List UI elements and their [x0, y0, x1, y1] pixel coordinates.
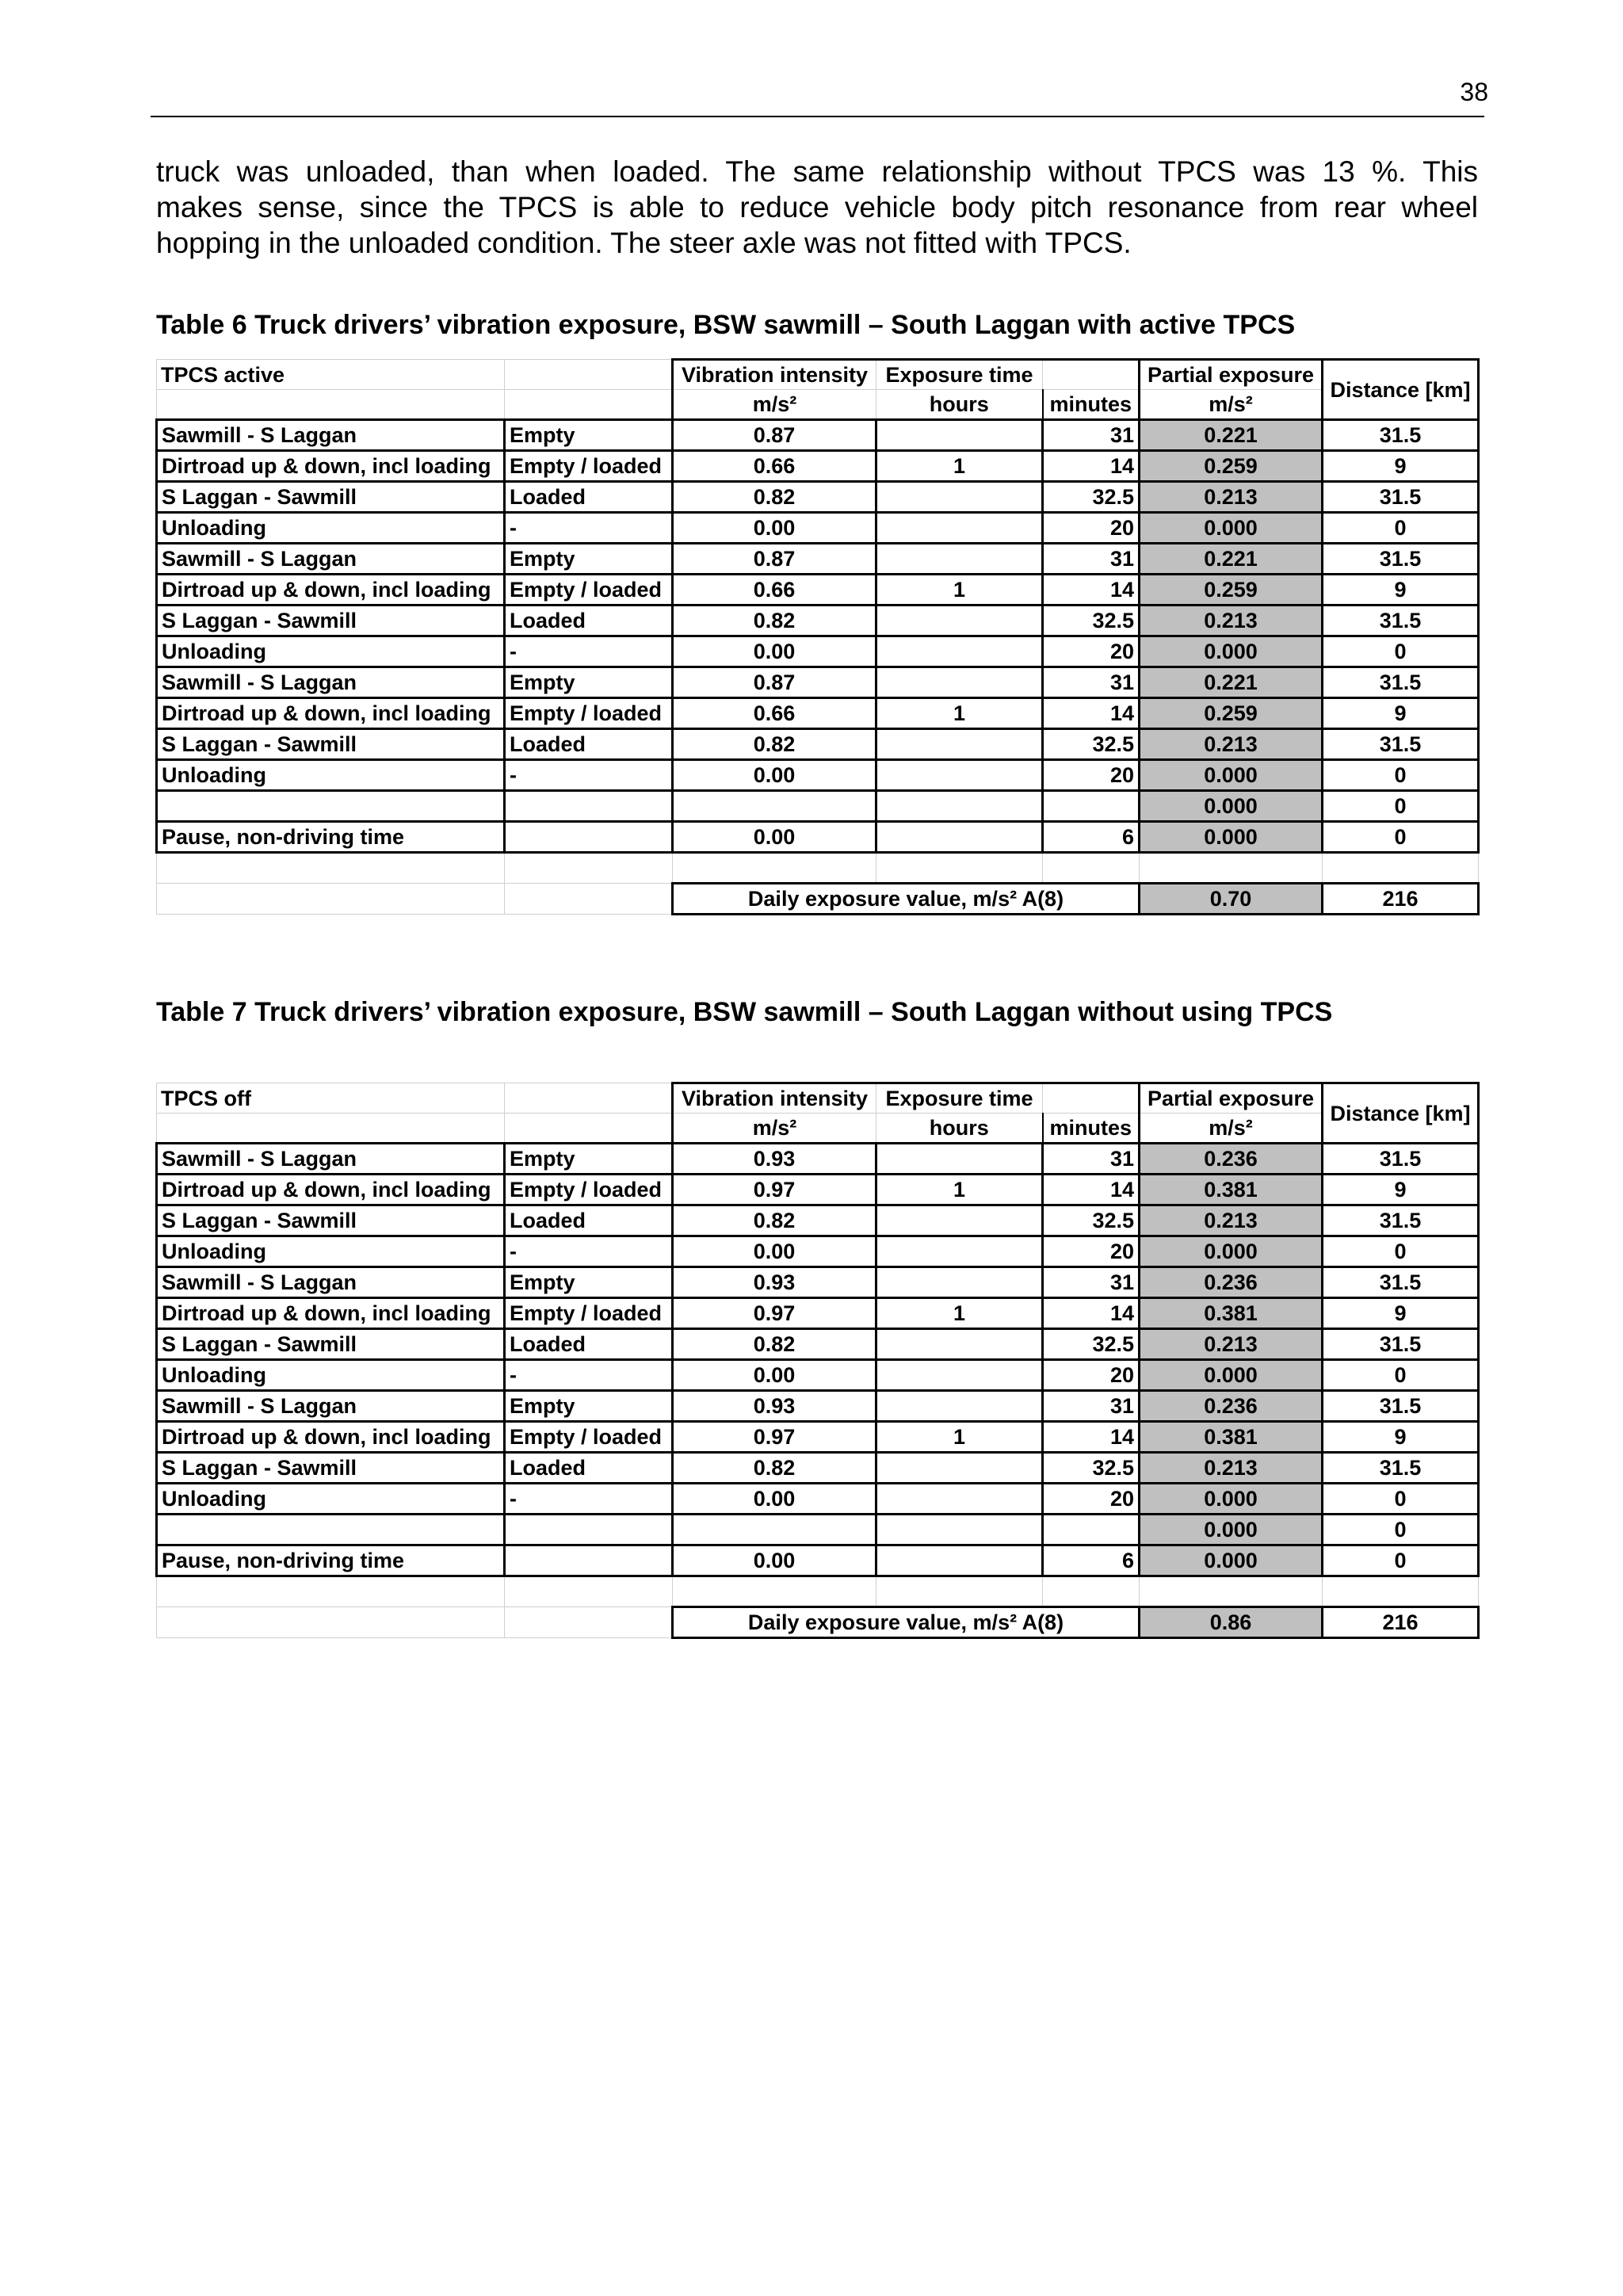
header-blank — [505, 390, 673, 420]
mode-label: TPCS active — [157, 360, 505, 390]
distance-cell: 0 — [1323, 636, 1479, 667]
route-cell: Unloading — [157, 636, 505, 667]
load-cell — [505, 1545, 673, 1576]
partial-exposure-cell: 0.221 — [1140, 667, 1323, 698]
distance-cell: 31.5 — [1323, 1205, 1479, 1236]
vibration-cell: 0.00 — [673, 1360, 876, 1391]
daily-exposure-row — [157, 1607, 1479, 1638]
minutes-cell: 20 — [1043, 513, 1140, 544]
header-blank — [1043, 1083, 1140, 1114]
hours-cell: 1 — [876, 575, 1043, 606]
distance-cell: 31.5 — [1323, 606, 1479, 636]
load-cell: - — [505, 760, 673, 791]
blank-cell — [157, 884, 505, 915]
vibration-cell: 0.00 — [673, 636, 876, 667]
vibration-cell: 0.87 — [673, 667, 876, 698]
hours-cell — [876, 513, 1043, 544]
header-blank — [157, 390, 505, 420]
load-cell: Empty — [505, 667, 673, 698]
hours-cell — [876, 1391, 1043, 1422]
daily-distance-value: 216 — [1323, 1607, 1479, 1638]
hours-cell: 1 — [876, 1422, 1043, 1453]
vibration-cell — [673, 791, 876, 822]
load-cell — [505, 1515, 673, 1545]
route-cell: Pause, non-driving time — [157, 1545, 505, 1576]
mode-label: TPCS off — [157, 1083, 505, 1114]
paragraph-line: hopping in the unloaded condition. The steer axle was not fitted with TPCS. — [156, 227, 1132, 259]
vibration-cell: 0.93 — [673, 1267, 876, 1298]
distance-cell: 0 — [1323, 1360, 1479, 1391]
hours-cell — [876, 1484, 1043, 1515]
vibration-cell: 0.97 — [673, 1298, 876, 1329]
blank-cell — [505, 1607, 673, 1638]
distance-cell: 0 — [1323, 1236, 1479, 1267]
distance-cell: 0 — [1323, 1545, 1479, 1576]
route-cell: Dirtroad up & down, incl loading — [157, 1422, 505, 1453]
hours-cell — [876, 1545, 1043, 1576]
partial-exposure-cell: 0.236 — [1140, 1391, 1323, 1422]
spacer-cell — [673, 1576, 876, 1607]
table-row — [157, 1515, 1479, 1545]
distance-cell: 31.5 — [1323, 729, 1479, 760]
distance-cell: 0 — [1323, 822, 1479, 853]
partial-exposure-cell: 0.000 — [1140, 822, 1323, 853]
minutes-cell: 31 — [1043, 1391, 1140, 1422]
partial-exposure-cell: 0.236 — [1140, 1267, 1323, 1298]
minutes-cell: 31 — [1043, 667, 1140, 698]
table-row — [157, 482, 1479, 513]
spacer-cell — [876, 853, 1043, 884]
route-cell: S Laggan - Sawmill — [157, 1453, 505, 1484]
minutes-cell: 31 — [1043, 1144, 1140, 1175]
header-unit-partial: m/s² — [1140, 390, 1323, 420]
header-units-row — [157, 1114, 1479, 1144]
route-cell: Sawmill - S Laggan — [157, 1267, 505, 1298]
table-row — [157, 451, 1479, 482]
vibration-cell: 0.93 — [673, 1391, 876, 1422]
hours-cell — [876, 667, 1043, 698]
load-cell — [505, 822, 673, 853]
route-cell: Sawmill - S Laggan — [157, 667, 505, 698]
route-cell: Sawmill - S Laggan — [157, 1144, 505, 1175]
minutes-cell: 6 — [1043, 822, 1140, 853]
hours-cell — [876, 822, 1043, 853]
load-cell: Loaded — [505, 606, 673, 636]
hours-cell — [876, 729, 1043, 760]
distance-cell: 31.5 — [1323, 1144, 1479, 1175]
daily-exposure-row — [157, 884, 1479, 915]
load-cell: Empty / loaded — [505, 1422, 673, 1453]
partial-exposure-cell: 0.236 — [1140, 1144, 1323, 1175]
minutes-cell: 14 — [1043, 451, 1140, 482]
load-cell: Empty — [505, 1391, 673, 1422]
header-unit-partial: m/s² — [1140, 1114, 1323, 1144]
minutes-cell: 31 — [1043, 1267, 1140, 1298]
partial-exposure-cell: 0.259 — [1140, 575, 1323, 606]
header-blank — [157, 1114, 505, 1144]
table-row — [157, 1484, 1479, 1515]
route-cell: Sawmill - S Laggan — [157, 420, 505, 451]
minutes-cell: 31 — [1043, 420, 1140, 451]
hours-cell: 1 — [876, 1298, 1043, 1329]
partial-exposure-cell: 0.000 — [1140, 1515, 1323, 1545]
load-cell: Empty / loaded — [505, 698, 673, 729]
header-minutes: minutes — [1043, 390, 1140, 420]
hours-cell — [876, 420, 1043, 451]
route-cell: Unloading — [157, 513, 505, 544]
vibration-cell: 0.66 — [673, 451, 876, 482]
header-blank — [505, 360, 673, 390]
table-row — [157, 760, 1479, 791]
header-distance: Distance [km] — [1323, 360, 1479, 420]
hours-cell — [876, 1515, 1043, 1545]
vibration-cell: 0.00 — [673, 760, 876, 791]
distance-cell: 0 — [1323, 1515, 1479, 1545]
header-minutes: minutes — [1043, 1114, 1140, 1144]
partial-exposure-cell: 0.000 — [1140, 513, 1323, 544]
vibration-cell: 0.00 — [673, 1545, 876, 1576]
table-6-caption: Table 6 Truck drivers’ vibration exposure, BSW sawmill – South Laggan with active TPCS — [156, 310, 1296, 340]
vibration-cell: 0.82 — [673, 1205, 876, 1236]
partial-exposure-cell: 0.213 — [1140, 606, 1323, 636]
table-row — [157, 1360, 1479, 1391]
daily-exposure-label: Daily exposure value, m/s² A(8) — [673, 884, 1140, 915]
route-cell: Dirtroad up & down, incl loading — [157, 451, 505, 482]
table-row — [157, 1267, 1479, 1298]
load-cell: Loaded — [505, 1329, 673, 1360]
route-cell: S Laggan - Sawmill — [157, 1329, 505, 1360]
partial-exposure-cell: 0.000 — [1140, 1236, 1323, 1267]
distance-cell: 0 — [1323, 513, 1479, 544]
minutes-cell: 32.5 — [1043, 606, 1140, 636]
distance-cell: 31.5 — [1323, 1391, 1479, 1422]
spacer-cell — [1140, 853, 1323, 884]
partial-exposure-cell: 0.213 — [1140, 482, 1323, 513]
vibration-cell: 0.97 — [673, 1175, 876, 1205]
distance-cell: 9 — [1323, 451, 1479, 482]
distance-cell: 31.5 — [1323, 1267, 1479, 1298]
daily-exposure-value: 0.86 — [1140, 1607, 1323, 1638]
spacer-cell — [1323, 1576, 1479, 1607]
paragraph-line: makes sense, since the TPCS is able to reduce vehicle body pitch resonance from rear wheel — [156, 191, 1478, 223]
table-row — [157, 1391, 1479, 1422]
vibration-cell: 0.82 — [673, 606, 876, 636]
minutes-cell: 6 — [1043, 1545, 1140, 1576]
vibration-cell: 0.82 — [673, 482, 876, 513]
spacer-cell — [1043, 853, 1140, 884]
table-7-caption: Table 7 Truck drivers’ vibration exposure, BSW sawmill – South Laggan without using TPCS — [156, 997, 1333, 1027]
route-cell: Unloading — [157, 1236, 505, 1267]
table-row — [157, 1545, 1479, 1576]
distance-cell: 0 — [1323, 760, 1479, 791]
partial-exposure-cell: 0.221 — [1140, 420, 1323, 451]
distance-cell: 9 — [1323, 1175, 1479, 1205]
partial-exposure-cell: 0.381 — [1140, 1175, 1323, 1205]
header-row — [157, 360, 1479, 390]
distance-cell: 9 — [1323, 1298, 1479, 1329]
partial-exposure-cell: 0.221 — [1140, 544, 1323, 575]
route-cell: Pause, non-driving time — [157, 822, 505, 853]
table-row — [157, 636, 1479, 667]
vibration-cell: 0.87 — [673, 420, 876, 451]
vibration-cell: 0.66 — [673, 698, 876, 729]
route-cell: Dirtroad up & down, incl loading — [157, 1298, 505, 1329]
hours-cell — [876, 1360, 1043, 1391]
minutes-cell: 32.5 — [1043, 1329, 1140, 1360]
table-row — [157, 729, 1479, 760]
partial-exposure-cell: 0.000 — [1140, 1545, 1323, 1576]
hours-cell: 1 — [876, 698, 1043, 729]
table-row — [157, 1144, 1479, 1175]
hours-cell — [876, 1144, 1043, 1175]
partial-exposure-cell: 0.000 — [1140, 760, 1323, 791]
daily-distance-value: 216 — [1323, 884, 1479, 915]
hours-cell — [876, 1205, 1043, 1236]
partial-exposure-cell: 0.000 — [1140, 1484, 1323, 1515]
vibration-cell: 0.93 — [673, 1144, 876, 1175]
route-cell: Dirtroad up & down, incl loading — [157, 1175, 505, 1205]
minutes-cell: 32.5 — [1043, 1205, 1140, 1236]
header-blank — [505, 1083, 673, 1114]
hours-cell — [876, 1453, 1043, 1484]
table-row — [157, 513, 1479, 544]
header-exposure-time: Exposure time — [876, 1083, 1043, 1114]
header-hours: hours — [876, 1114, 1043, 1144]
daily-exposure-value: 0.70 — [1140, 884, 1323, 915]
hours-cell — [876, 544, 1043, 575]
header-distance: Distance [km] — [1323, 1083, 1479, 1144]
header-partial-exposure: Partial exposure — [1140, 360, 1323, 390]
spacer-cell — [876, 1576, 1043, 1607]
route-cell: S Laggan - Sawmill — [157, 729, 505, 760]
minutes-cell: 32.5 — [1043, 482, 1140, 513]
header-row — [157, 1083, 1479, 1114]
minutes-cell: 14 — [1043, 575, 1140, 606]
load-cell — [505, 791, 673, 822]
partial-exposure-cell: 0.381 — [1140, 1422, 1323, 1453]
hours-cell — [876, 482, 1043, 513]
minutes-cell — [1043, 1515, 1140, 1545]
load-cell: Empty — [505, 1144, 673, 1175]
partial-exposure-cell: 0.259 — [1140, 451, 1323, 482]
table-row — [157, 698, 1479, 729]
blank-cell — [505, 884, 673, 915]
minutes-cell: 31 — [1043, 544, 1140, 575]
table-row — [157, 1422, 1479, 1453]
blank-cell — [157, 1607, 505, 1638]
hours-cell: 1 — [876, 451, 1043, 482]
table-row — [157, 544, 1479, 575]
load-cell: Empty — [505, 1267, 673, 1298]
minutes-cell: 20 — [1043, 1360, 1140, 1391]
vibration-cell: 0.97 — [673, 1422, 876, 1453]
partial-exposure-cell: 0.000 — [1140, 1360, 1323, 1391]
distance-cell: 0 — [1323, 791, 1479, 822]
minutes-cell: 32.5 — [1043, 729, 1140, 760]
distance-cell: 9 — [1323, 698, 1479, 729]
table-row — [157, 791, 1479, 822]
load-cell: - — [505, 1484, 673, 1515]
table-row — [157, 1175, 1479, 1205]
partial-exposure-cell: 0.000 — [1140, 636, 1323, 667]
hours-cell: 1 — [876, 1175, 1043, 1205]
load-cell: Loaded — [505, 729, 673, 760]
partial-exposure-cell: 0.000 — [1140, 791, 1323, 822]
vibration-cell: 0.66 — [673, 575, 876, 606]
vibration-cell — [673, 1515, 876, 1545]
paragraph-line: truck was unloaded, than when loaded. The same relationship without TPCS was 13 %. This — [156, 155, 1478, 188]
spacer-cell — [1140, 1576, 1323, 1607]
load-cell: Loaded — [505, 1205, 673, 1236]
spacer-cell — [1323, 853, 1479, 884]
spacer-cell — [157, 1576, 505, 1607]
vibration-cell: 0.87 — [673, 544, 876, 575]
minutes-cell: 20 — [1043, 636, 1140, 667]
hours-cell — [876, 1329, 1043, 1360]
load-cell: Empty / loaded — [505, 1175, 673, 1205]
header-units-row — [157, 390, 1479, 420]
route-cell: Sawmill - S Laggan — [157, 1391, 505, 1422]
distance-cell: 0 — [1323, 1484, 1479, 1515]
table-row — [157, 1329, 1479, 1360]
load-cell: Loaded — [505, 482, 673, 513]
header-unit-vibration: m/s² — [673, 390, 876, 420]
distance-cell: 9 — [1323, 1422, 1479, 1453]
spacer-cell — [505, 1576, 673, 1607]
header-rule — [151, 116, 1484, 117]
partial-exposure-cell: 0.213 — [1140, 1205, 1323, 1236]
load-cell: Empty / loaded — [505, 575, 673, 606]
hours-cell — [876, 1267, 1043, 1298]
hours-cell — [876, 791, 1043, 822]
header-blank — [505, 1114, 673, 1144]
hours-cell — [876, 760, 1043, 791]
daily-exposure-label: Daily exposure value, m/s² A(8) — [673, 1607, 1140, 1638]
table-row — [157, 667, 1479, 698]
distance-cell: 9 — [1323, 575, 1479, 606]
route-cell: Unloading — [157, 1484, 505, 1515]
route-cell: Unloading — [157, 1360, 505, 1391]
partial-exposure-cell: 0.259 — [1140, 698, 1323, 729]
load-cell: Empty — [505, 544, 673, 575]
hours-cell — [876, 636, 1043, 667]
route-cell: Unloading — [157, 760, 505, 791]
minutes-cell: 14 — [1043, 1298, 1140, 1329]
distance-cell: 31.5 — [1323, 420, 1479, 451]
partial-exposure-cell: 0.213 — [1140, 1329, 1323, 1360]
vibration-cell: 0.00 — [673, 1484, 876, 1515]
header-partial-exposure: Partial exposure — [1140, 1083, 1323, 1114]
vibration-cell: 0.82 — [673, 1453, 876, 1484]
table-row — [157, 1298, 1479, 1329]
table-row — [157, 1205, 1479, 1236]
page-number: 38 — [1460, 78, 1488, 106]
header-exposure-time: Exposure time — [876, 360, 1043, 390]
table-row — [157, 575, 1479, 606]
minutes-cell: 14 — [1043, 698, 1140, 729]
table-row — [157, 420, 1479, 451]
distance-cell: 31.5 — [1323, 1329, 1479, 1360]
load-cell: - — [505, 1360, 673, 1391]
minutes-cell: 20 — [1043, 1236, 1140, 1267]
minutes-cell — [1043, 791, 1140, 822]
minutes-cell: 32.5 — [1043, 1453, 1140, 1484]
distance-cell: 31.5 — [1323, 1453, 1479, 1484]
load-cell: Loaded — [505, 1453, 673, 1484]
header-vibration-intensity: Vibration intensity — [673, 1083, 876, 1114]
partial-exposure-cell: 0.213 — [1140, 729, 1323, 760]
vibration-cell: 0.00 — [673, 513, 876, 544]
hours-cell — [876, 1236, 1043, 1267]
route-cell — [157, 791, 505, 822]
vibration-cell: 0.00 — [673, 822, 876, 853]
body-paragraph — [156, 154, 1478, 261]
distance-cell: 31.5 — [1323, 482, 1479, 513]
minutes-cell: 20 — [1043, 760, 1140, 791]
partial-exposure-cell: 0.381 — [1140, 1298, 1323, 1329]
table-row — [157, 606, 1479, 636]
header-hours: hours — [876, 390, 1043, 420]
distance-cell: 31.5 — [1323, 544, 1479, 575]
table-row — [157, 822, 1479, 853]
route-cell: Dirtroad up & down, incl loading — [157, 698, 505, 729]
minutes-cell: 20 — [1043, 1484, 1140, 1515]
header-vibration-intensity: Vibration intensity — [673, 360, 876, 390]
minutes-cell: 14 — [1043, 1175, 1140, 1205]
table-row — [157, 1453, 1479, 1484]
vibration-cell: 0.00 — [673, 1236, 876, 1267]
route-cell: S Laggan - Sawmill — [157, 1205, 505, 1236]
load-cell: - — [505, 1236, 673, 1267]
minutes-cell: 14 — [1043, 1422, 1140, 1453]
load-cell: Empty / loaded — [505, 1298, 673, 1329]
route-cell: S Laggan - Sawmill — [157, 482, 505, 513]
load-cell: - — [505, 636, 673, 667]
route-cell: Dirtroad up & down, incl loading — [157, 575, 505, 606]
vibration-cell: 0.82 — [673, 729, 876, 760]
route-cell: Sawmill - S Laggan — [157, 544, 505, 575]
table-6 — [155, 358, 1480, 915]
table-7 — [155, 1082, 1480, 1639]
spacer-cell — [1043, 1576, 1140, 1607]
distance-cell: 31.5 — [1323, 667, 1479, 698]
header-unit-vibration: m/s² — [673, 1114, 876, 1144]
spacer-cell — [673, 853, 876, 884]
hours-cell — [876, 606, 1043, 636]
partial-exposure-cell: 0.213 — [1140, 1453, 1323, 1484]
route-cell — [157, 1515, 505, 1545]
spacer-cell — [505, 853, 673, 884]
load-cell: Empty — [505, 420, 673, 451]
table-row — [157, 1236, 1479, 1267]
spacer-cell — [157, 853, 505, 884]
route-cell: S Laggan - Sawmill — [157, 606, 505, 636]
load-cell: Empty / loaded — [505, 451, 673, 482]
spacer-row — [157, 853, 1479, 884]
load-cell: - — [505, 513, 673, 544]
spacer-row — [157, 1576, 1479, 1607]
vibration-cell: 0.82 — [673, 1329, 876, 1360]
header-blank — [1043, 360, 1140, 390]
